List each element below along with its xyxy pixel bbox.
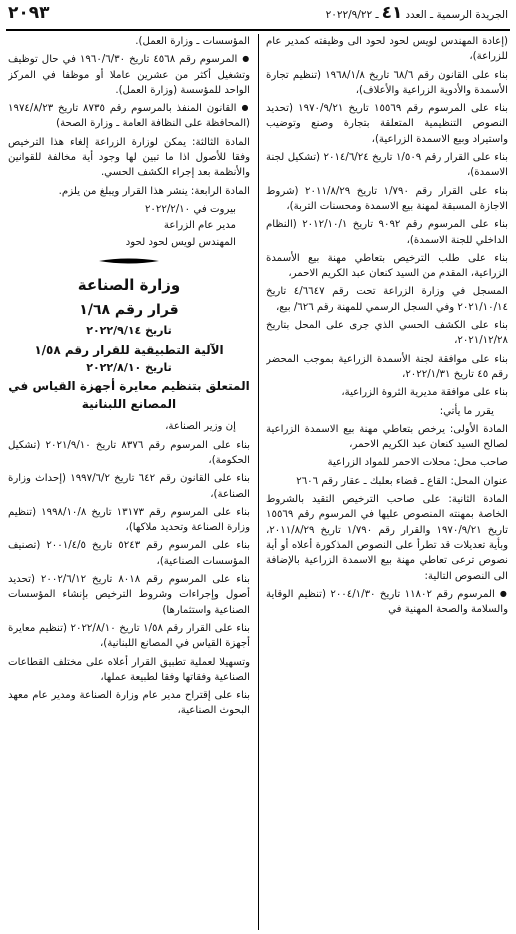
paragraph: بناء على الكشف الحسي الذي جرى على المحل بتاريخ ٢٠٢١/١٢/٢٨، xyxy=(266,320,508,347)
paragraph: بناء على طلب الترخيص بتعاطي مهنة بيع الأسمدة الزراعية، المقدم من السيد كنعان عبد الكريم الاحمر، xyxy=(266,252,508,280)
issue-date: ـ ٢٠٢٢/٩/٢٢ xyxy=(325,8,379,21)
gazette-title xyxy=(326,1,508,27)
paragraph: المسجل في وزارة الزراعة تحت رقم ٤/٦٦٤٧ تاريخ ٢٠٢١/١٠/١٤ وفي السجل الرسمي للمهنة رقم ٦٢٦/ بيع، xyxy=(266,286,508,313)
paragraph: بناء على إقتراح مدير عام وزارة الصناعة ومدير عام معهد البحوث الصناعية، xyxy=(8,690,250,717)
left-column xyxy=(8,34,250,930)
decision-title: قرار رقم ١/٦٨ xyxy=(79,302,179,319)
paragraph: بناء على القرار رقم ١/٥٠٩ تاريخ ٢٠١٤/٦/٢٤ (تشكيل لجنة الاسمدة)، xyxy=(266,152,508,179)
gazette-name: الجريدة الرسمية ـ العدد xyxy=(405,8,508,21)
right-column xyxy=(266,34,508,930)
signature-name: المهندس لويس لحود لحود xyxy=(125,236,236,248)
paragraph: المؤسسات ـ وزارة العمل). xyxy=(135,36,250,47)
shop-address: عنوان المحل: القاع ـ قضاء بعلبك ـ عقار رقم ٢٦٠٦ xyxy=(296,475,508,487)
bullet-item: ● المرسوم رقم ١١٨٠٢ تاريخ ٢٠٠٤/١/٣٠ (تنظيم الوقاية والسلامة والصحة المهنية في xyxy=(266,587,508,618)
decision-about: الآلية التطبيقية للقرار رقم ١/٥٨ xyxy=(34,342,224,357)
paragraph: بناء على موافقة مديرية الثروة الزراعية، xyxy=(341,387,508,399)
article-1: المادة الأولى: يرخص بتعاطي مهنة بيع الاسمدة الزراعية لصالح السيد كنعان عبد الكريم الاحمر، xyxy=(266,423,508,451)
paragraph: بناء على المرسوم رقم ٩٠٩٢ تاريخ ٢٠١٢/١٠/١ (النظام الداخلي للجنة الاسمدة)، xyxy=(266,219,508,246)
decision-about-date: تاريخ ٢٠٢٢/٨/١٠ xyxy=(86,360,172,374)
paragraph: (إعادة المهندس لويس لحود لحود الى وظيفته كمدير عام للزراعة)، xyxy=(266,36,508,63)
page-header xyxy=(8,4,508,26)
issue-number: ٤١ xyxy=(381,2,403,23)
bullet-item: ● المرسوم رقم ٤٥٦٨ تاريخ ١٩٦٠/٦/٣٠ في حال توظيف وتشغيل أكثر من عشرين عاملا أو موظفا في المركز الواحد للمؤسسة (وزارة العمل). xyxy=(8,52,250,98)
section-separator-icon xyxy=(99,256,159,266)
paragraph: بناء على القرار رقم ١/٥٨ تاريخ ٢٠٢٢/٨/١٠ (تنظيم معايرة أجهزة القياس في المصانع اللبنانية)، xyxy=(8,622,250,650)
paragraph: بناء على القرار رقم ١/٧٩٠ تاريخ ٢٠١١/٨/٢٩ (شروط الاجازة المسبقة لمهنة بيع الاسمدة ومحسنات التربة)، xyxy=(266,185,508,212)
article-3: المادة الثالثة: يمكن لوزارة الزراعة إلغاء هذا الترخيص وفقا للأصول اذا ما تبين لها وجود أية مخالفة للقوانين والأنظمة بعد إجراء الكشف الحسي. xyxy=(8,136,250,179)
paragraph: يقرر ما يأتي: xyxy=(439,405,494,417)
decision-subject: المتعلق بتنظيم معايرة أجهزة القياس في المصانع اللبنانية xyxy=(8,379,250,412)
paragraph: بناء على المرسوم رقم ١٣١٧٣ تاريخ ١٩٩٨/١٠/٨ (تنظيم وزارة الصناعة وتحديد ملاكها)، xyxy=(8,506,250,534)
page-number: ٢٠٩٣ xyxy=(8,2,50,23)
bullet-item: ● القانون المنفذ بالمرسوم رقم ٨٧٣٥ تاريخ ١٩٧٤/٨/٢٣ (المحافظة على النظافة العامة ـ وزارة الصحة) xyxy=(8,101,250,132)
header-rule xyxy=(6,29,510,31)
signature-title: مدير عام الزراعة xyxy=(163,220,236,232)
article-4: المادة الرابعة: ينشر هذا القرار ويبلغ من يلزم. xyxy=(58,185,250,197)
paragraph: بناء على المرسوم رقم ٨٠١٨ تاريخ ٢٠٠٢/٦/١٢ (تحديد أصول وإجراءات وشروط الترخيص بإنشاء المؤسسات الصناعية واستثمارها) xyxy=(8,574,250,616)
signature-place-date: بيروت في ٢٠٢٢/٢/١٠ xyxy=(144,203,236,215)
paragraph: وتسهيلا لعملية تطبيق القرار أعلاه على مختلف القطاعات الصناعية وفقاتها وفقا لطبيعة عملها، xyxy=(8,656,250,683)
paragraph: بناء على موافقة لجنة الأسمدة الزراعية بموجب المحضر رقم ٤٥ تاريخ ٢٠٢٢/١/٣١، xyxy=(266,353,508,380)
paragraph: بناء على المرسوم رقم ٨٣٧٦ تاريخ ٢٠٢١/٩/١٠ (تشكيل الحكومة)، xyxy=(8,439,250,466)
paragraph: بناء على القانون رقم ٦٤٢ تاريخ ١٩٩٧/٦/٢ (إحداث وزارة الصناعة)، xyxy=(8,473,250,500)
article-2: المادة الثانية: على صاحب الترخيص التقيد بالشروط الخاصة بمهنته المنصوص عليها في المرسوم رقم ١٥٥٦٩ تاريخ ١٩٧٠/٩/٢١ والقرار رقم ١/٧٩٠ تاريخ ٢٠١١/٨/٢٩، وبأية تعديلات قد تطرأ على النصوص المذكورة أعلاه أو أية نصوص ترعى تعاطي مهنة بيع الاسمدة الزراعية بالإضافة الى النصوص التالية: xyxy=(266,494,508,582)
paragraph: بناء على المرسوم رقم ٥٢٤٣ تاريخ ٢٠٠١/٤/٥ (تصنيف المؤسسات الصناعية)، xyxy=(8,540,250,567)
ministry-heading: وزارة الصناعة xyxy=(77,275,181,294)
paragraph: بناء على القانون رقم ٦٨/٦ تاريخ ١٩٦٨/١/٨ (تنظيم تجارة الأسمدة والأدوية الزراعية والأعلاف)، xyxy=(266,69,508,96)
decision-date: تاريخ ٢٠٢٢/٩/١٤ xyxy=(86,324,172,338)
column-divider xyxy=(258,34,259,930)
paragraph: بناء على المرسوم رقم ١٥٥٦٩ تاريخ ١٩٧٠/٩/٢١ (تحديد النصوص التنظيمية المتعلقة بتجارة وصنع وتوضيب واستيراد وبيع الاسمدة الزراعية)، xyxy=(266,103,508,145)
shop-owner: صاحب محل: محلات الاحمر للمواد الزراعية xyxy=(327,457,508,469)
paragraph: إن وزير الصناعة، xyxy=(165,421,236,433)
